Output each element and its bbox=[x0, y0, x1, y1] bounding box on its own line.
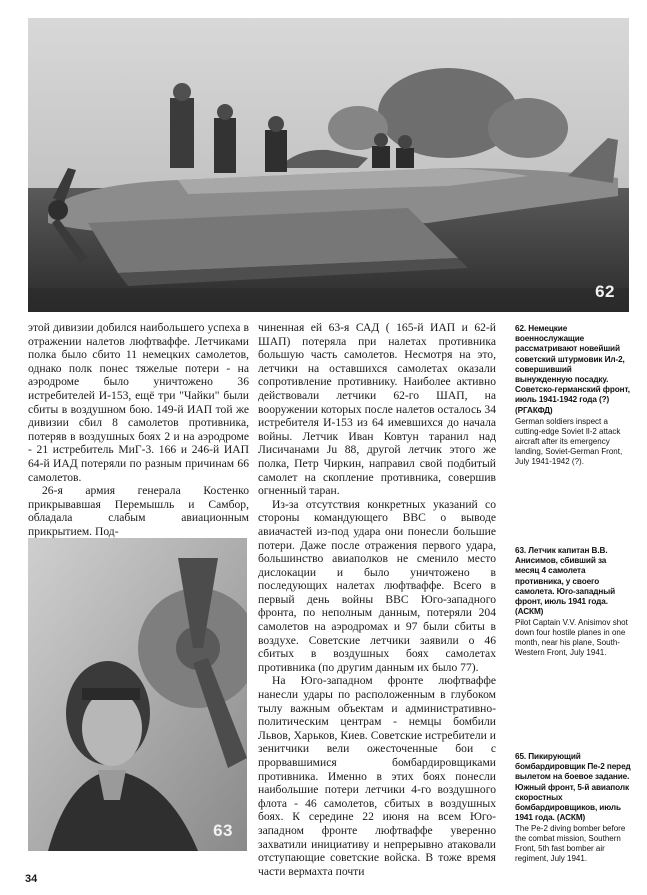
caption-english: Pilot Captain V.V. Anisimov shot down four hostile planes in one month, near his plane, South-Western Front, July 1941. bbox=[515, 618, 628, 658]
caption-russian: 62. Немецкие военнослужащие рассматривают новейший советский штурмовик Ил-2, совершивший вынужденную посадку. Советско-германский фронт, июль 1941-1942 года (?) (РГАКФД) bbox=[515, 324, 630, 415]
page-number: 34 bbox=[25, 873, 38, 885]
text-column-left bbox=[28, 321, 249, 539]
caption-russian: 63. Летчик капитан В.В. Анисимов, сбивший за месяц 4 самолета противника, у своего самолета. Юго-западный фронт, июль 1941 года. (АСКМ) bbox=[515, 546, 616, 617]
paragraph: Из-за отсутствия конкретных указаний со стороны командующего ВВС о выводе авиачастей из-под удара они понесли большие потери. Даже после отражения первого удара, большинство авиаполков не сменило место дислокации и было уничтожено в последующих налетах люфтваффе. Всего в первый день войны ВВС Юго-западного фронта, по неполным данным, потеряли 204 самолетов на аэродромах и 97 были сбиты в воздухе. Советские летчики заявили о 46 сбитых в воздушных боях самолетах противника (по другим данным их было 77). bbox=[258, 497, 496, 674]
photo-number: 62 bbox=[595, 282, 615, 301]
paragraph: На Юго-западном фронте люфтваффе нанесли удары по расположенным в глубоком тылу важным объектам и административно-политическим центрам - немцы бомбили Львов, Харьков, Киев. Советские истребители и зенитчики вели ожесточенные бои с прорвавшимися бомбардировщиками противника. Именно в этих боях понесли наибольшие потери летчики 4-го воздушного флота - 46 самолетов, сбитых в воздушных боях. К середине 22 июня на всем Юго-западном фронте люфтваффе уверенно захватили инициативу и непрерывно атаковали отступающие советские войска. В тоже время части вермахта почти bbox=[258, 674, 496, 878]
text-column-middle bbox=[258, 321, 496, 878]
photo-il2-aircraft bbox=[28, 18, 629, 312]
photo-number: 63 bbox=[213, 821, 233, 840]
paragraph: 26-я армия генерала Костенко прикрывавшая Перемышль и Самбор, обладала слабым авиационным прикрытием. Под- bbox=[28, 484, 249, 538]
caption-62 bbox=[515, 324, 631, 467]
caption-63 bbox=[515, 546, 631, 658]
photo-62-image bbox=[28, 18, 629, 312]
paragraph: чиненная ей 63-я САД ( 165-й ИАП и 62-й ШАП) потеряла при налетах противника большую часть самолетов. Несмотря на это, летчики на оставшихся самолетах оказали сопротивление противнику. Наиболее активно действовали летчики 62-го ШАП, на вооружении которых после налетов осталось 34 истребителя И-153 из 64 имевшихся до начала войны. Летчик Иван Ковтун таранил над Лисичанами Ju 88, другой летчик этого же полка, Петр Чиркин, направил свой подбитый самолет на скопление противника, совершив огненный таран. bbox=[258, 321, 496, 498]
caption-russian: 65. Пикирующий бомбардировщик Пе-2 перед вылетом на боевое задание. Южный фронт, 5-й авиаполк скоростных бомбардировщиков, июль 1941 года. (АСКМ) bbox=[515, 752, 631, 823]
photo-63-image bbox=[28, 538, 247, 851]
caption-english: The Pe-2 diving bomber before the combat mission, Southern Front, 5th fast bomber air regiment, July 1941. bbox=[515, 824, 626, 864]
caption-65 bbox=[515, 752, 631, 864]
caption-english: German soldiers inspect a cutting-edge Soviet Il-2 attack aircraft after its emergency landing, Soviet-German Front, July 1941-1942 (?). bbox=[515, 416, 623, 466]
photo-pilot-anisimov bbox=[28, 538, 247, 851]
paragraph: этой дивизии добился наибольшего успеха в отражении налетов люфтваффе. Летчиками полка было сбито 11 немецких самолетов, однако полк понес тяжелые потери - на аэродроме было уничтожено 36 истребителей И-153, ещё три "Чайки" были сбиты в воздушном бою. 149-й ИАП той же дивизии сбил 8 самолетов противника, потеряв в воздушных боях 2 и на аэродроме - 21 истребитель МиГ-3. 166 и 246-й ИАП 64-й ИАД потеряли по разным причинам 66 самолетов. bbox=[28, 321, 249, 484]
